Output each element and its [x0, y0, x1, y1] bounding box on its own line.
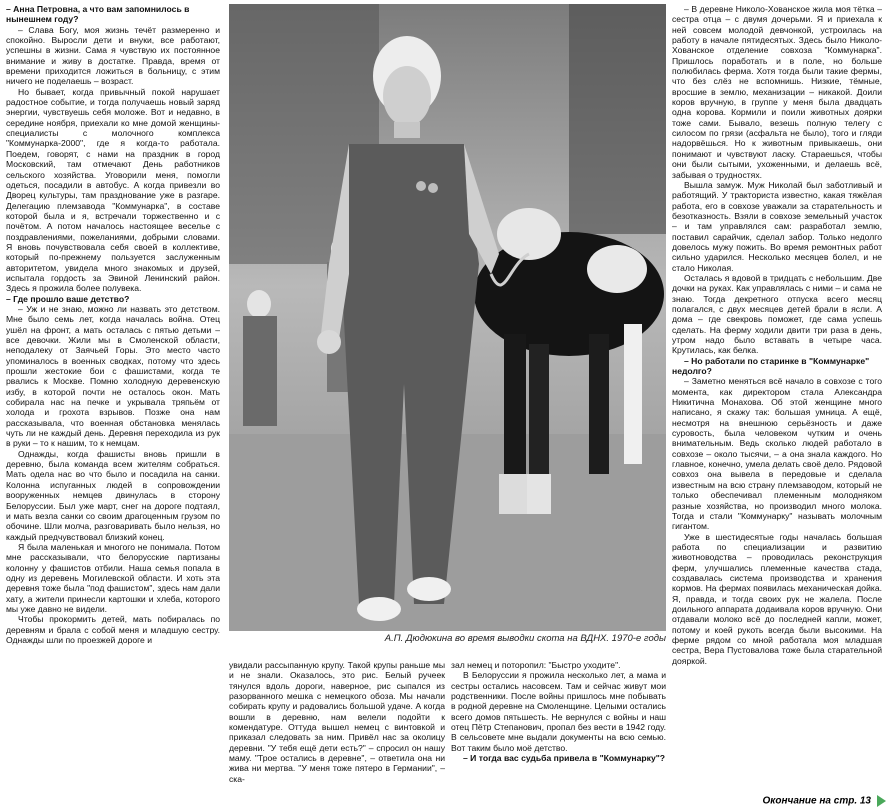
interview-question: – Анна Петровна, а что вам запомнилось в нынешнем году?	[6, 4, 190, 25]
article-paragraph: увидали рассыпанную крупу. Такой крупы раньше мы и не знали. Оказалось, это рис. Белый ручеек тянулся вдоль дороги, наверное, рис сыпался из разорванного мешка с немецкого обоза. Мы начали собирать крупу и радовались большой удаче. А когда вошли в деревню, нам велели подойти к комендатуре. Оттуда вышел немец с винтовкой и приказал следовать за ним. Привёл нас за околицу деревни. "У тебя ещё дети есть?" – спросил он нашу маму. "Трое остались в деревне", – ответила она ни жива ни мертва. "У меня тоже пятеро в Германии", – ска-	[229, 660, 445, 784]
photo-milkmaid-with-cow	[229, 4, 666, 631]
article-paragraph: Однажды, когда фашисты вновь пришли в деревню, была команда всем жителям собраться. Мать одела нас во что было и посадила на санки. Колонна испуганных людей в сопровождении вооруженных немцев двинулась в сторону Белоруссии. Был уже март, снег на дороге подтаял, и мать везла санки со своим драгоценным грузом по обочине. Шли молча, разговаривать было нельзя, но каждый предчувствовал близкий конец.	[6, 448, 220, 542]
article-paragraph: Уже в шестидесятые годы началась большая работа по специализации и развитию животноводства – проводилась реконструкция ферм, улучшались племенные качества стада, создавалась система производства и хранения кормов. На фермах появилась механическая дойка. Я, правда, и тогда своих рук не жалела. После доильного аппарата додаивала коров вручную. Они отдавали молоко всё до последней капли, может, потому и коей рукоть всегда были высокими. На ферме рядом со мной работала моя младшая сестра, Вера Пустовалова тоже была старательной дояркой.	[672, 531, 882, 666]
photo-caption: А.П. Дюдюкина во время выводки скота на ВДНХ. 1970-е годы	[384, 633, 666, 644]
article-paragraph: Чтобы прокормить детей, мать побиралась по деревням и брала с собой меня и младшую сестру. Однажды шли по проезжей дороге и	[6, 614, 220, 645]
continued-on-page-label: Окончание на стр. 13	[762, 795, 871, 807]
interview-question: – Но работали по старинке в "Коммунарке" недолго?	[672, 355, 870, 377]
article-paragraph: Осталась я вдовой в тридцать с небольшим. Две дочки на руках. Как управлялась с ними – и сама не знаю. Тогда декретного отпуска всего месяц полагался, с двух месяцев детей брали в ясли. А дома – где свекровь поможет, где сама успешь сделать. На ферму ходили двити три раза в день, утром надо было вставать в четыре часа. Крутилась, как белка.	[672, 272, 882, 356]
article-column-3	[451, 660, 666, 810]
interview-question: – Где прошло ваше детство?	[6, 293, 130, 304]
article-paragraph: – Заметно меняться всё начало в совхозе с того момента, как директором стала Александра Никитична Монахова. Об этой женщине много написано, я скажу так: большая умница. А ещё, несмотря на внешнюю серьёзность и даже суровость, была человеком чутким и очень внимательным. Ведь сколько людей работало в совхозе – около тысячи, – а она знала каждого. Но главное, конечно, умела делать своё дело. Рядовой совхоз она вывела в передовые и сделала известным на всю страну племзаводом, который не только обеспечивал племенным молодняком разные хозяйства, но производил много молока. Тогда и стали "Коммунарку" называть молочным гигантом.	[672, 376, 882, 532]
continued-on-page	[672, 795, 886, 811]
article-paragraph: Но бывает, когда привычный покой нарушает радостное событие, и тогда получаешь новый заряд энергии, чувствуешь себя моложе. Вот и недавно, в середине ноября, приехали ко мне домой женщины-специалисты с молочного комплекса "Коммунарка-2000", где я когда-то работала. Поедем, говорят, с нами на праздник в город Московский, там отмечают День работников сельского хозяйства. Уговорили меня, помогли одеться, посадили в автобус. А когда привезли во Дворец культуры, там празднование уже в разгаре. Делегацию племзавода "Коммунарка", в составе которой была и я, встречали торжественно и с почётом. А потом началось настоящее веселье с поздравлениями, пожеланиями, добрыми словами. Я вновь почувствовала себя своей в коллективе, который по-прежнему пользуется заслуженным авторитетом, увидела много знакомых и друзей, испытала гордость за Эвиной Ленинский район. Здесь я прожила более полувека.	[6, 86, 220, 294]
article-column-2	[229, 660, 445, 810]
arrow-right-icon	[877, 795, 886, 807]
article-paragraph: В Белоруссии я прожила несколько лет, а мама и сестры остались насовсем. Там и сейчас живут мои родственники. После войны пришлось мне побывать в родной деревне на Смоленщине. Целыми остались всего домов пятьшесть. Не вернулся с войны и наш отец Пётр Степанович, пропал без вести в 1942 году. В сельсовете мне выдали документы на всю семью. Вот таким было моё детство.	[451, 670, 666, 753]
article-paragraph: – Слава Богу, моя жизнь течёт размеренно и спокойно. Выросли дети и внуки, все работают, успешны в жизни. Сама я чувствую их постоянное внимание и живу в достатке. Правда, время от времени приходится ложиться в больницу, с этим ничего не поделаешь – возраст.	[6, 24, 220, 87]
interview-question: – И тогда вас судьба привела в "Коммунарку"?	[463, 753, 666, 764]
article-photo	[229, 4, 666, 631]
article-paragraph: – Уж и не знаю, можно ли назвать это детством. Мне было семь лет, когда началась война. Отец ушёл на фронт, а мать осталась с пятью детьми – все девочки. Жили мы в Смоленской области, неподалеку от Заячьей Горы. Это место часто упоминалось в военных сводках, потому что здесь прошли жестокие бои с фашистами, когда те рвались к Москве. Помню холодную деревенскую избу, в которой почти не осталось окон. Мать собирала нас на печке и укрывала тряпьём от холода и грохота взрывов. Позже она нам рассказывала, что военная обстановка менялась чуть ли не каждый день. Деревня переходила из рук в руки – то к нашим, то к немцам.	[6, 303, 220, 449]
article-column-4	[672, 4, 882, 794]
article-paragraph: – В деревне Николо-Хованское жила моя тётка – сестра отца – с двумя дочерьми. Я и приехала к ней совсем молодой девчонкой, устроилась на работу в начале пятидесятых. Здесь было Николо-Хованское отделение совхоза "Коммунарка". Пришлось поработать и в поле, но больше полюбилась ферма. Хотя тогда были такие фермы, что без слёз не вспомнишь. Низкие, тёмные, вросшие в землю, механизации – никакой. Доили коров вручную, в группе у меня была двадцать одна корова. Кормили и поили животных доярки тоже сами. Бывало, везешь полную телегу с силосом по грязи (асфальта не было), того и гляди надорвёшься. Но к животным привыкаешь, они понимают и чувствуют ласку. Стараешься, чтобы они были сытыми, ухоженными, и делаешь всё, забывая о трудностях.	[672, 4, 882, 180]
article-paragraph: Вышла замуж. Муж Николай был заботливый и работящий. У тракториста известно, какая тяжёлая работа, его в совхозе уважали за старательность и безотказность. Взяли в совхозе земельный участок – и там управлялся сам: разработал землю, поставил сарайчик, сделал забор. Только недолго довелось мужу пожить. Во время ремонтных работ сильно ударился. Несколько месяцев болел, и не стало Николая.	[672, 179, 882, 273]
article-column-1	[6, 4, 220, 810]
article-paragraph: Я была маленькая и многого не понимала. Потом мне рассказывали, что белорусские партизаны колонну у фашистов отбили. Наша семья попала в одну из деревень Могилевской области. И хоть эта деревня тоже была "под фашистом", здесь нам дали хату, а жители принесли картошки и хлеба, которого мы уже давно не видели.	[6, 541, 220, 614]
article-paragraph: зал немец и поторопил: "Быстро уходите".	[451, 660, 621, 670]
